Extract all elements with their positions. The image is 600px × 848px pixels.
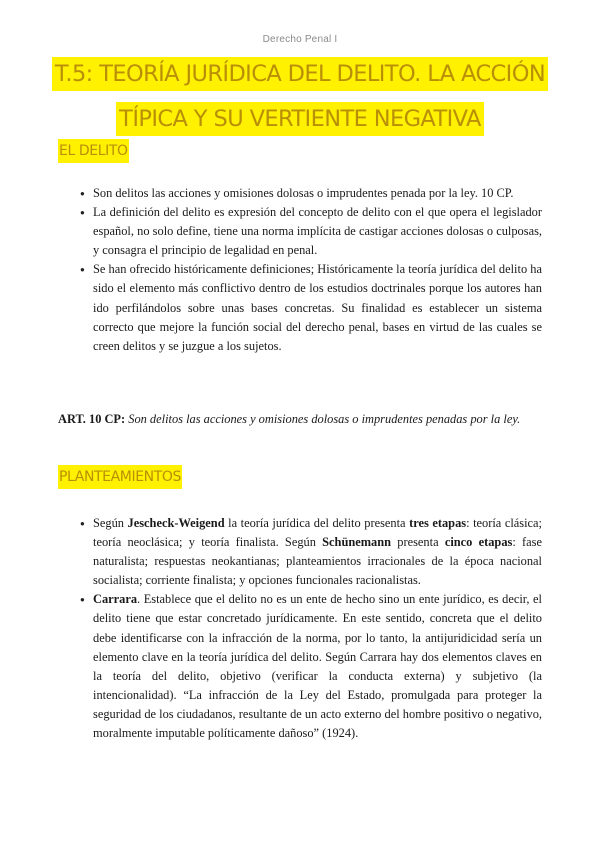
list-item: ● La definición del delito es expresión del concepto de delito con el que opera el legislador español, no solo define, tiene una norma implícita de castigar acciones dolosas o culposas, y consagra el principio de legalidad en penal. bbox=[58, 203, 542, 260]
emphasis-cinco-etapas: cinco etapas bbox=[444, 535, 513, 550]
text-run: Según bbox=[93, 516, 128, 530]
list-item: ● Se han ofrecido históricamente definiciones; Históricamente la teoría jurídica del delito ha sido el elemento más conflictivo dentro de los estudios doctrinales porque los autores han ido perfilándolos sobre unas bases concretas. Su finalidad es establecer un sistema correcto que mejore la función social del derecho penal, bases en virtud de las cuales se creen delitos y se juzgue a los sujetos. bbox=[58, 260, 542, 355]
author-jescheck-weigend: Jescheck-Weigend bbox=[127, 516, 225, 530]
text-run: la teoría jurídica del delito presenta bbox=[224, 516, 410, 530]
delito-bullet-list bbox=[58, 184, 542, 356]
list-item bbox=[58, 590, 542, 743]
text-run: : teoría clásica; teoría neoclásica; y teoría finalista. Según bbox=[93, 516, 542, 550]
section-heading-text: PLANTEAMIENTOS bbox=[58, 465, 182, 489]
planteamientos-bullet-list bbox=[58, 514, 542, 743]
text-run: . Establece que el delito no es un ente de hecho sino un ente jurídico, es decir, el delito tiene que estar concretado jurídicamente. En este sentido, concreta que el delito debe identificarse con la infracción de la norma, por lo tanto, la antijuridicidad sería un elemento clave en la teoría jurídica del delito. Según Carrara hay dos elementos claves en la teoría del delito, objetivo (verificar la conducta externa) y subjetivo (la intencionalidad). “La infracción de la Ley del Estado, promulgada para proteger la seguridad de los ciudadanos, resultante de un acto externo del hombre positivo o negativo, moralmente imputable políticamente dañoso” (1924). bbox=[93, 592, 542, 741]
page-header: Derecho Penal I bbox=[262, 34, 338, 45]
list-item: ● Son delitos las acciones y omisiones dolosas o imprudentes penada por la ley. 10 CP. bbox=[58, 184, 542, 203]
list-item bbox=[58, 514, 542, 590]
section-heading-planteamientos bbox=[58, 469, 182, 485]
section-heading-el-delito bbox=[58, 143, 129, 159]
author-carrara: Carrara bbox=[93, 592, 138, 607]
text-run: presenta bbox=[391, 535, 445, 550]
art-text: Son delitos las acciones y omisiones dolosas o imprudentes penadas por la ley. bbox=[128, 412, 521, 426]
text-run: : fase naturalista; respuestas neokantianas; planteamientos irracionales de la época nacional socialista; corriente finalista; y opciones funcionales racionalistas. bbox=[93, 535, 542, 588]
emphasis-tres-etapas: tres etapas bbox=[409, 516, 467, 530]
page-title bbox=[40, 52, 560, 142]
page-title-text: T.5: TEORÍA JURÍDICA DEL DELITO. LA ACCIÓN TÍPICA Y SU VERTIENTE NEGATIVA bbox=[52, 57, 548, 136]
art-10-paragraph bbox=[58, 410, 542, 429]
section-heading-text: EL DELITO bbox=[58, 139, 129, 163]
art-label: ART. 10 CP: bbox=[58, 412, 126, 426]
author-schunemann: Schünemann bbox=[322, 535, 392, 550]
